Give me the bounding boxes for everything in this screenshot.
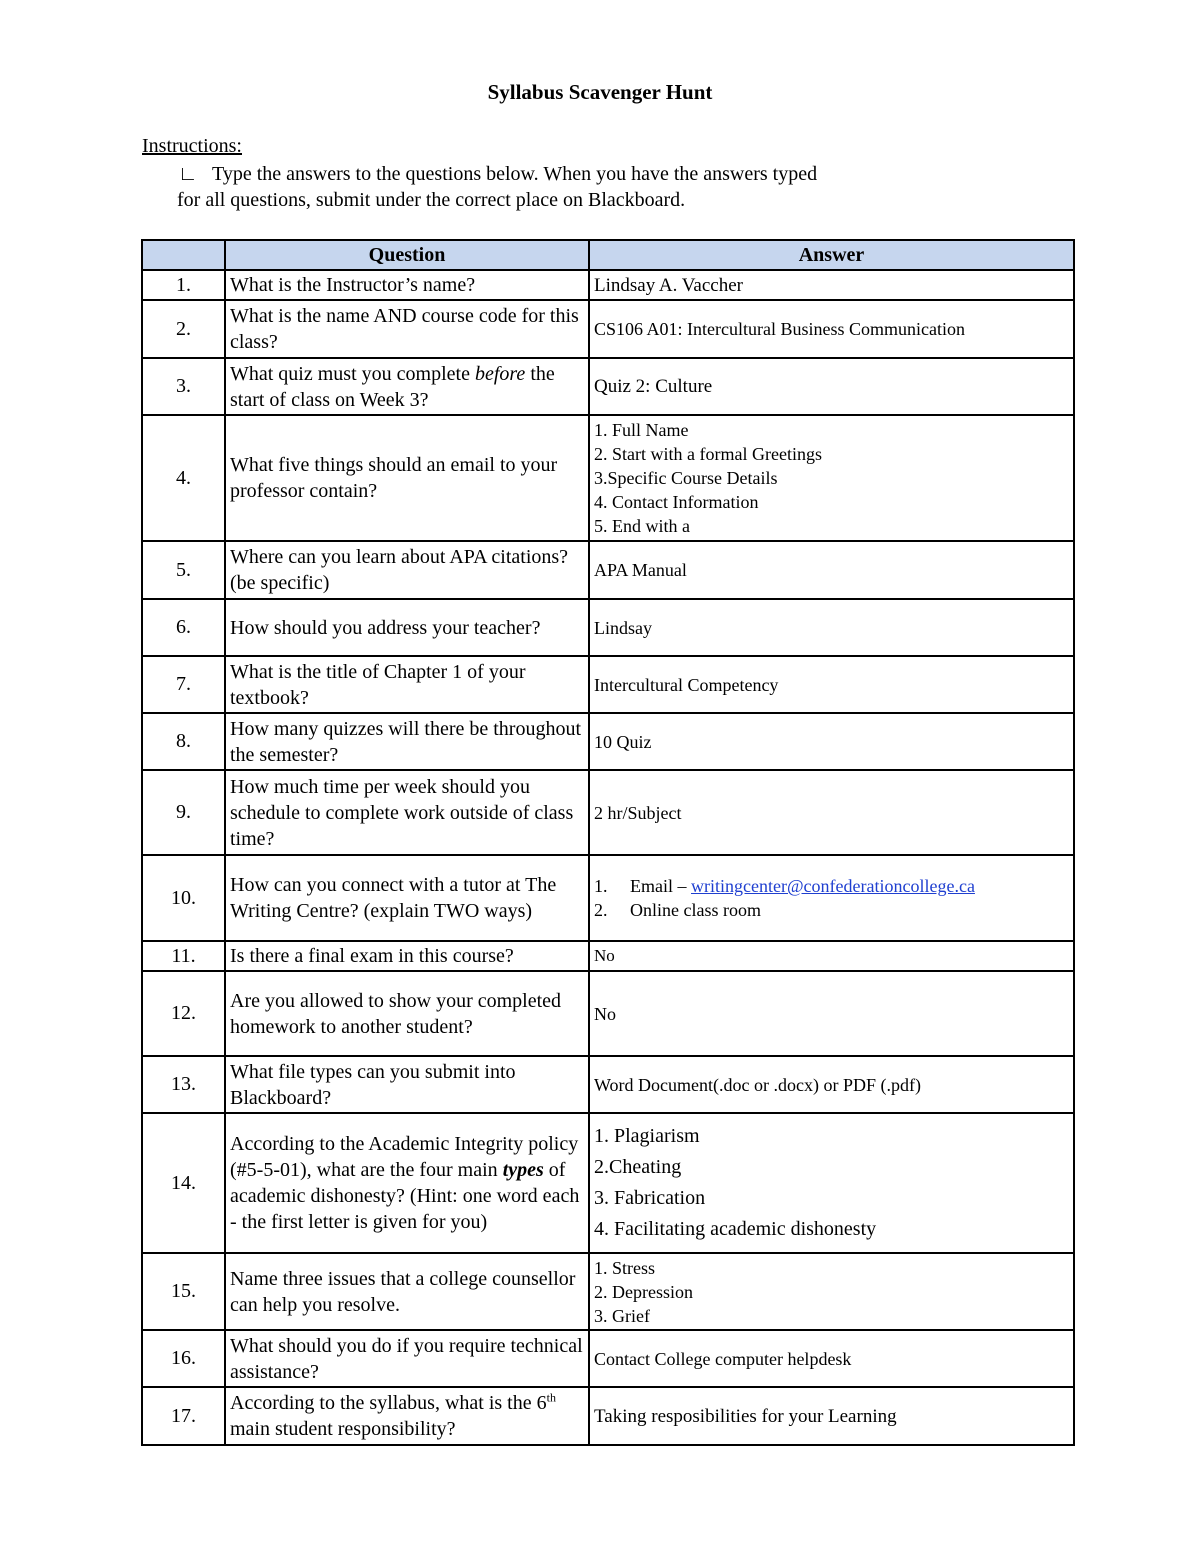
row-question [225, 358, 589, 415]
row-number: 9. [142, 770, 225, 855]
question-emphasis: before [474, 362, 526, 385]
question-text: What quiz must you complete [230, 362, 475, 385]
row-number: 6. [142, 599, 225, 656]
table-row [142, 713, 1074, 770]
row-number: 14. [142, 1113, 225, 1253]
email-link[interactable]: writingcenter@confederationcollege.ca [691, 876, 975, 896]
row-question [225, 1387, 589, 1445]
row-question: What is the Instructor’s name? [225, 270, 589, 300]
row-answer[interactable] [589, 415, 1074, 541]
row-question: What five things should an email to your professor contain? [225, 415, 589, 541]
table-header-row [142, 240, 1074, 270]
row-question: Where can you learn about APA citations? (be specific) [225, 541, 589, 599]
answer-line: Word Document(.doc or .docx) or PDF (.pdf) [594, 1074, 921, 1095]
row-number: 3. [142, 358, 225, 415]
answer-label: Email – [630, 876, 691, 896]
answer-line [594, 874, 1069, 898]
row-number: 8. [142, 713, 225, 770]
row-question: What should you do if you require technical assistance? [225, 1330, 589, 1387]
row-number: 1. [142, 270, 225, 300]
list-number: 2. [594, 900, 608, 920]
row-question: How many quizzes will there be throughout the semester? [225, 713, 589, 770]
header-number [142, 240, 225, 270]
row-number: 7. [142, 656, 225, 713]
row-number: 5. [142, 541, 225, 599]
row-question: How can you connect with a tutor at The Writing Centre? (explain TWO ways) [225, 855, 589, 941]
instructions-bullet: ∟ [178, 163, 198, 185]
row-answer[interactable] [589, 941, 1074, 971]
row-answer[interactable] [589, 713, 1074, 770]
answer-line: 4. Contact Information [594, 492, 759, 512]
answer-line: Contact College computer helpdesk [594, 1348, 852, 1369]
answer-line: 2. Depression [594, 1281, 693, 1302]
row-answer[interactable] [589, 971, 1074, 1056]
row-question: What is the title of Chapter 1 of your textbook? [225, 656, 589, 713]
row-answer[interactable] [589, 1253, 1074, 1330]
row-question: Name three issues that a college counsellor can help you resolve. [225, 1253, 589, 1330]
row-number: 4. [142, 415, 225, 541]
row-question: What is the name AND course code for this class? [225, 300, 589, 358]
table-row [142, 1387, 1074, 1445]
row-question [225, 1113, 589, 1253]
instructions-text-line-1: Type the answers to the questions below. When you have the answers typed [212, 163, 818, 185]
answer-line [594, 898, 1069, 922]
row-number: 16. [142, 1330, 225, 1387]
row-answer[interactable] [589, 300, 1074, 358]
row-answer[interactable] [589, 270, 1074, 300]
answer-line: 3. Fabrication [594, 1187, 706, 1209]
row-number: 13. [142, 1056, 225, 1113]
row-number: 15. [142, 1253, 225, 1330]
answer-line: No [594, 946, 615, 965]
table-row [142, 770, 1074, 855]
table-row [142, 1113, 1074, 1253]
answer-line: 1. Full Name [594, 420, 689, 440]
row-number: 11. [142, 941, 225, 971]
row-answer[interactable] [589, 1387, 1074, 1445]
table-row [142, 1253, 1074, 1330]
answer-line: 5. End with a [594, 516, 690, 536]
row-answer[interactable] [589, 656, 1074, 713]
row-question: Are you allowed to show your completed homework to another student? [225, 971, 589, 1056]
question-text: According to the syllabus, what is the 6 [230, 1392, 547, 1414]
row-question: How much time per week should you schedule to complete work outside of class time? [225, 770, 589, 855]
answer-label: Online class room [630, 900, 761, 920]
row-answer[interactable] [589, 541, 1074, 599]
answer-line: APA Manual [594, 560, 687, 580]
answer-line: 10 Quiz [594, 731, 652, 752]
row-number: 2. [142, 300, 225, 358]
row-answer[interactable] [589, 1330, 1074, 1387]
table-row [142, 941, 1074, 971]
row-answer[interactable] [589, 358, 1074, 415]
answer-line: CS106 A01: Intercultural Business Communication [594, 319, 965, 339]
table-row [142, 358, 1074, 415]
answer-line: 3. Grief [594, 1305, 650, 1326]
table-row [142, 599, 1074, 656]
row-number: 12. [142, 971, 225, 1056]
answer-line: 4. Facilitating academic dishonesty [594, 1218, 877, 1240]
table-row [142, 1330, 1074, 1387]
answer-line: 1. Stress [594, 1257, 656, 1278]
row-answer[interactable] [589, 1113, 1074, 1253]
table-row [142, 415, 1074, 541]
answer-line: Taking resposibilities for your Learning [594, 1405, 897, 1427]
row-number: 10. [142, 855, 225, 941]
question-text: According to the Academic Integrity policy (#5-5-01), what are the four main [230, 1133, 579, 1181]
row-answer[interactable] [589, 855, 1074, 941]
answer-line: Quiz 2: Culture [594, 376, 713, 397]
question-text: main student responsibility? [230, 1418, 456, 1440]
table-row [142, 541, 1074, 599]
answer-line: 3.Specific Course Details [594, 468, 778, 488]
row-answer[interactable] [589, 770, 1074, 855]
table-row [142, 270, 1074, 300]
answer-line: 2. Start with a formal Greetings [594, 444, 822, 464]
answer-line: 2.Cheating [594, 1156, 682, 1178]
row-answer[interactable] [589, 599, 1074, 656]
row-question: What file types can you submit into Blackboard? [225, 1056, 589, 1113]
table-row [142, 855, 1074, 941]
header-answer: Answer [589, 240, 1074, 270]
question-text: the start of class on Week 3? [230, 362, 555, 411]
answer-line: Intercultural Competency [594, 674, 779, 695]
answer-line: 1. Plagiarism [594, 1125, 700, 1147]
question-text: of academic dishonesty? (Hint: one word each - the first letter is given for you) [230, 1159, 580, 1233]
table-row [142, 1056, 1074, 1113]
table-row [142, 971, 1074, 1056]
page-title: Syllabus Scavenger Hunt [487, 80, 713, 104]
ordinal-superscript: th [546, 1390, 556, 1405]
list-number: 1. [594, 876, 608, 896]
scavenger-hunt-table [141, 239, 1075, 1446]
question-emphasis: types [502, 1159, 544, 1181]
instructions-label: Instructions: [142, 135, 242, 157]
answer-line: No [594, 1003, 616, 1024]
row-question: How should you address your teacher? [225, 599, 589, 656]
answer-line: Lindsay [594, 617, 652, 638]
table-row [142, 656, 1074, 713]
instructions-text-line-2: for all questions, submit under the correct place on Blackboard. [177, 189, 686, 211]
row-question: Is there a final exam in this course? [225, 941, 589, 971]
row-answer[interactable] [589, 1056, 1074, 1113]
answer-line: 2 hr/Subject [594, 802, 682, 823]
answer-line: Lindsay A. Vaccher [594, 274, 743, 296]
table-row [142, 300, 1074, 358]
header-question: Question [225, 240, 589, 270]
row-number: 17. [142, 1387, 225, 1445]
